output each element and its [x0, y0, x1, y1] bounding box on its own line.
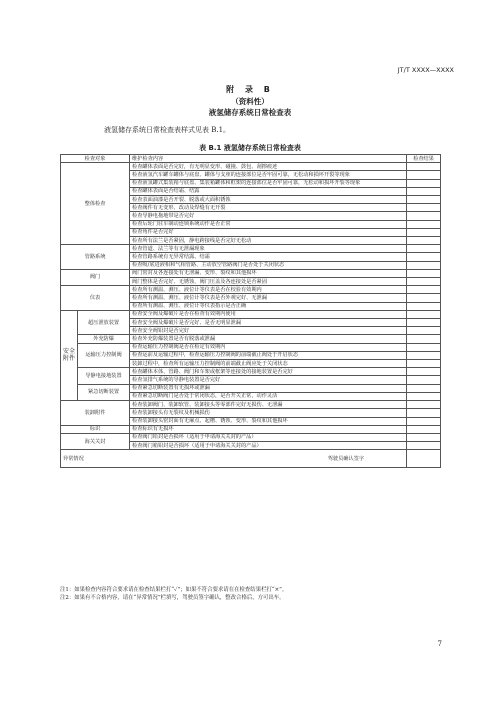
inspection-table: [60, 154, 441, 468]
content-cell: 检查紧急切断装置有无损坏或泄漏: [130, 384, 407, 392]
group-cell: 装卸附件: [61, 401, 130, 426]
content-cell: 检查罐体表面是否结霜、结露: [130, 187, 407, 195]
result-cell: [407, 384, 441, 392]
content-cell: 阀门整体是否完好、无锈蚀，阀门压盖及各连接处是否紧固: [130, 278, 407, 286]
subgroup-cell: 紧急切断装置: [78, 384, 130, 400]
result-cell: [407, 286, 441, 294]
result-cell: [407, 433, 441, 441]
result-cell: [407, 401, 441, 409]
content-cell: 检查液氢罐式集装箱与底盘、集装箱罐体和框架的连接部位是否牢固可靠，无松动和损坏开裂等现象: [130, 179, 407, 187]
content-cell: 检查罐体本体、管路、阀门和车架或框架等连接处的接地装置是否完好: [130, 368, 407, 376]
group-cell: 海关关封: [61, 433, 130, 449]
result-cell: [407, 261, 441, 269]
content-cell: 检查氢排气系统的导静电装置是否完好: [130, 376, 407, 384]
result-cell: [407, 302, 441, 310]
result-cell: [407, 294, 441, 302]
table-row: [61, 310, 441, 318]
content-cell: 检查角件是否完好: [130, 228, 407, 236]
content-cell: 检查液氢汽车罐车罐体与底盘、罐体与支座的连接部位是否牢固可靠，无松动和损坏开裂等现象: [130, 171, 407, 179]
subgroup-cell: 超压泄放装置: [78, 310, 130, 335]
content-cell: 检查装卸接头密封面有无麻点、起槽、锈蚀、变形、裂纹和其他损坏: [130, 417, 407, 425]
content-cell: 检查阀门箱铅封是否损坏（适用于申请海关关封的产品）: [130, 442, 407, 450]
result-cell: [407, 196, 441, 204]
content-cell: 装卸过程中，检查所有运输压力控制阀的前端截止阀应处于关闭状态: [130, 360, 407, 368]
result-cell: [407, 163, 441, 171]
header-row: [61, 155, 441, 163]
result-cell: [407, 228, 441, 236]
result-cell: [407, 425, 441, 433]
content-cell: 检查紧急切断阀门是否处于常闭状态，是否开关正常，动作灵活: [130, 392, 407, 400]
content-cell: 检查运输压力控制阀是否在检定有效期内: [130, 343, 407, 351]
appendix-title: 液氢储存系统日常检查表: [208, 108, 292, 117]
result-cell: [407, 392, 441, 400]
header-result: 检查结果: [407, 155, 441, 163]
note-2: 注2：如果有不合格内容，请在“异常情况”栏填写，驾驶员签字确认，整改合格后，方可出车。: [60, 595, 285, 601]
content-cell: 检查所有测温、测压、液位计等仪表指示是否正确: [130, 302, 407, 310]
appendix-type: （资料性）: [231, 97, 269, 106]
result-cell: [407, 171, 441, 179]
table-row: [61, 384, 441, 392]
result-cell: [407, 253, 441, 261]
page-number: 7: [437, 640, 442, 648]
group-cell: 仪表: [61, 286, 130, 311]
content-cell: 检查装卸接头有无裂纹及机械损伤: [130, 409, 407, 417]
result-cell: [407, 327, 441, 335]
group-cell: 标识: [61, 425, 130, 433]
content-cell: 检查表面油漆是否开裂、脱落或大面积锈蚀: [130, 196, 407, 204]
result-cell: [407, 360, 441, 368]
table-row: [61, 433, 441, 441]
result-cell: [407, 335, 441, 343]
table-row: [61, 425, 441, 433]
content-cell: 检查所有测温、测压、液位计等仪表是否在校验有效期内: [130, 286, 407, 294]
table-row: [61, 335, 441, 343]
content-cell: 检查运前及运输过程中，检查运输压力控制阀的前端截止阀处于开启状态: [130, 351, 407, 359]
result-cell: [407, 237, 441, 245]
group-cell: 安全附件: [61, 310, 78, 400]
content-cell: 检查所有测温、测压、液位计等仪表是否外观完好、无泄漏: [130, 294, 407, 302]
result-cell: [407, 204, 441, 212]
note-1: 注1：如果检查内容符合要求请在检查结果栏打“✓”；如果不符合要求请在在检查结果栏打“×”。: [60, 587, 288, 593]
group-cell: 阀门: [61, 269, 130, 285]
result-cell: [407, 278, 441, 286]
table-row: [61, 269, 441, 277]
notes: [60, 586, 440, 602]
intro-text: 液氢储存系统日常检查表样式见表 B.1。: [104, 126, 231, 134]
result-cell: [407, 220, 441, 228]
result-cell: [407, 376, 441, 384]
content-cell: 检查装卸阀门、装卸软管、装卸接头等零部件完好无损伤、无泄漏: [130, 401, 407, 409]
result-cell: [407, 319, 441, 327]
subgroup-cell: 外充防爆: [78, 335, 130, 343]
signature-label: 驾驶员确认签字: [327, 455, 365, 462]
content-cell: 检查外充防爆装置是否有脱落或泄漏: [130, 335, 407, 343]
table-row: [61, 368, 441, 376]
anomaly-label: 异常情况: [63, 455, 84, 462]
content-cell: 检查阀门铅封是否损坏（适用于申请海关关封的产品）: [130, 433, 407, 441]
result-cell: [407, 310, 441, 318]
content-cell: 检查安全阀及爆破片是否完好、是否无明显泄漏: [130, 319, 407, 327]
header-object: 检查对象: [61, 155, 130, 163]
content-cell: 检查导静电拖地带是否完好: [130, 212, 407, 220]
result-cell: [407, 417, 441, 425]
anomaly-row: [61, 450, 441, 468]
group-cell: 管路系统: [61, 245, 130, 270]
content-cell: 检查标识有无损坏: [130, 425, 407, 433]
table-row: [61, 343, 441, 351]
content-cell: 检查安全阀铅封是否完好: [130, 327, 407, 335]
content-cell: 检查阀件有无变形、改动及焊缝有无开裂: [130, 204, 407, 212]
result-cell: [407, 245, 441, 253]
content-cell: 检查罐体表面是否完好，有无明显变形、碰撞、鼓包、刮擦痕迹: [130, 163, 407, 171]
anomaly-cell: [61, 450, 407, 468]
content-cell: 检查吸/底进液相和气相管路、主动放空管路阀门是否处于关闭状态: [130, 261, 407, 269]
result-cell: [407, 409, 441, 417]
table-caption: 表 B.1 液氢储存系统日常检查表: [199, 144, 301, 152]
result-cell: [407, 187, 441, 195]
appendix-label: 附 录 B: [226, 85, 274, 94]
group-cell: 整体检查: [61, 163, 130, 245]
result-cell: [407, 179, 441, 187]
result-cell: [407, 442, 441, 450]
content-cell: 检查后轮门驻车制动连锁系统动作是否正常: [130, 220, 407, 228]
result-cell: [407, 269, 441, 277]
result-cell: [407, 368, 441, 376]
content-cell: 检查管路系统有无异常结露、结霜: [130, 253, 407, 261]
table-row: [61, 245, 441, 253]
signature-field: [407, 450, 441, 468]
content-cell: 阀门密封及各连接处有无泄漏、变形、裂纹和其他损坏: [130, 269, 407, 277]
result-cell: [407, 212, 441, 220]
subgroup-cell: 运输压力控制阀: [78, 343, 130, 368]
result-cell: [407, 351, 441, 359]
table-row: [61, 401, 441, 409]
header-content: 维护检查内容: [130, 155, 407, 163]
standard-code: JT/T XXXX—XXXX: [397, 66, 454, 74]
table-row: [61, 286, 441, 294]
content-cell: 检查管道、法兰等有无泄漏现象: [130, 245, 407, 253]
content-cell: 检查所有法兰是否紧固，静电跨接线是否完好无松动: [130, 237, 407, 245]
result-cell: [407, 343, 441, 351]
content-cell: 检查安全阀及爆破片是否在检查有效期内使用: [130, 310, 407, 318]
subgroup-cell: 导静电接地装置: [78, 368, 130, 384]
table-row: [61, 163, 441, 171]
